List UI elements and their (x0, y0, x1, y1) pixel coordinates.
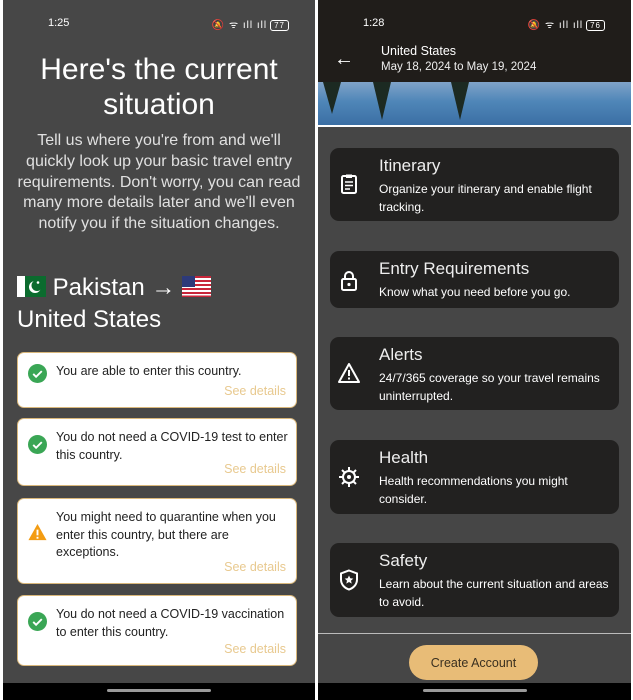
status-icons: 🔕 ᯤ ıll ıll 77 (212, 17, 289, 31)
clipboard-icon (338, 173, 360, 195)
requirement-card[interactable] (17, 595, 297, 666)
feature-itinerary[interactable] (330, 148, 619, 221)
feature-desc: Organize your itinerary and enable flight tracking. (379, 182, 592, 214)
page-title: Here's the current situation (40, 53, 278, 121)
feature-title: Health (379, 448, 429, 467)
gesture-bar (318, 683, 631, 700)
status-time: 1:25 (48, 17, 70, 29)
requirement-text: You might need to quarantine when you enter this country, but there are exceptions. (56, 510, 276, 559)
status-bar (318, 15, 631, 33)
warning-icon (28, 523, 47, 542)
back-arrow-icon[interactable]: ← (334, 48, 354, 70)
feature-safety[interactable] (330, 543, 619, 617)
alert-triangle-icon (338, 362, 360, 384)
route (17, 272, 305, 336)
feature-desc: Health recommendations you might consider. (379, 474, 568, 506)
feature-title: Itinerary (379, 156, 441, 175)
feature-desc: Learn about the current situation and areas to avoid. (379, 577, 609, 609)
feature-title: Alerts (379, 345, 423, 364)
country-screen (318, 0, 631, 700)
requirement-card[interactable] (17, 498, 297, 584)
feature-desc: Know what you need before you go. (379, 285, 571, 299)
us-flag-icon (182, 276, 211, 297)
intro-text: Tell us where you're from and we'll quickly look up your basic travel entry requirements. Don't worry, you can read many more details later and we'll even notify you if the situation changes. (17, 132, 301, 233)
header-title: United States (381, 44, 457, 58)
see-details-link[interactable]: See details (224, 642, 286, 656)
feature-entry-requirements[interactable] (330, 251, 619, 308)
requirement-card[interactable] (17, 352, 297, 408)
banner-image (318, 82, 631, 127)
check-circle-icon (28, 364, 47, 383)
status-time: 1:28 (363, 17, 385, 29)
requirement-text: You are able to enter this country. (56, 364, 242, 378)
feature-desc: 24/7/365 coverage so your travel remains uninterrupted. (379, 371, 600, 403)
lock-icon (338, 269, 360, 291)
app-header (318, 0, 631, 82)
requirements-screen (3, 0, 315, 700)
shield-star-icon (338, 569, 360, 591)
feature-alerts[interactable] (330, 337, 619, 410)
feature-health[interactable] (330, 440, 619, 514)
gesture-bar (3, 683, 315, 700)
battery-icon: 77 (270, 20, 289, 31)
origin-country: Pakistan (52, 274, 145, 301)
battery-icon: 76 (586, 20, 605, 31)
requirement-card[interactable] (17, 418, 297, 486)
feature-title: Safety (379, 551, 428, 570)
arrow-icon: → (151, 274, 176, 301)
see-details-link[interactable]: See details (224, 560, 286, 574)
virus-icon (338, 466, 360, 488)
see-details-link[interactable]: See details (224, 384, 286, 398)
see-details-link[interactable]: See details (224, 462, 286, 476)
check-circle-icon (28, 612, 47, 631)
divider (318, 633, 631, 634)
status-bar (3, 15, 315, 33)
destination-country: United States (17, 306, 162, 333)
requirement-text: You do not need a COVID-19 vaccination to enter this country. (56, 607, 285, 639)
header-dates: May 18, 2024 to May 19, 2024 (381, 61, 537, 73)
requirement-text: You do not need a COVID-19 test to enter this country. (56, 430, 288, 462)
pakistan-flag-icon (17, 276, 46, 297)
status-icons: 🔕 ᯤ ıll ıll 76 (528, 17, 605, 31)
check-circle-icon (28, 435, 47, 454)
create-account-button[interactable]: Create Account (409, 645, 538, 680)
feature-title: Entry Requirements (379, 259, 530, 278)
